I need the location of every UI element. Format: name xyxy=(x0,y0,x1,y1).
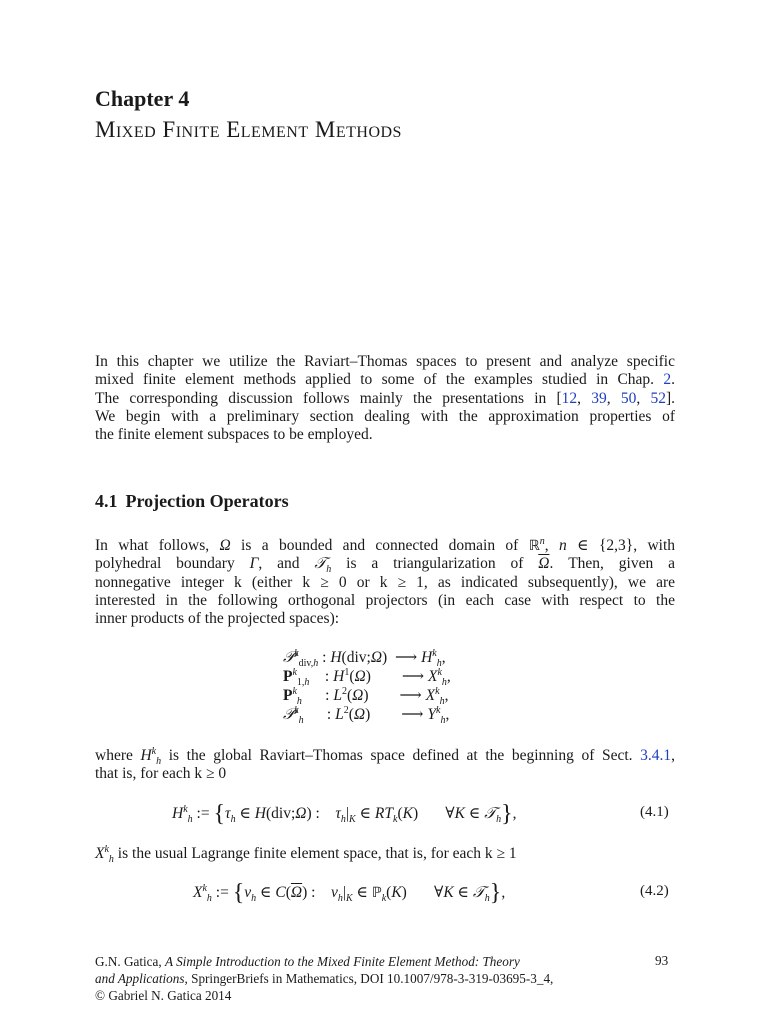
section-title: Projection Operators xyxy=(125,491,289,511)
intro-line: mixed finite element methods applied to some of the examples studied in Chap. 2. xyxy=(95,371,675,389)
intro-line: The corresponding discussion follows mainly the presentations in [12, 39, 50, 52]. xyxy=(95,389,676,407)
body-line: interested in the following orthogonal projectors (in each case with respect to the xyxy=(95,591,675,609)
body-paragraph-2 xyxy=(95,747,675,784)
chapter-ref-link[interactable]: 2 xyxy=(663,371,672,389)
equation-number: (4.2) xyxy=(640,883,669,899)
intro-line: the finite element subspaces to be employed. xyxy=(95,426,373,444)
citation-link[interactable]: 39 xyxy=(591,389,607,407)
body-line: nonnegative integer k (either k ≥ 0 or k ≥ 1, as indicated subsequently), we are xyxy=(95,573,675,591)
body-line: that is, for each k ≥ 0 xyxy=(95,765,227,783)
body-line: In what follows, Ω is a bounded and connected domain of ℝ$^n$, n ∈ {2,3}, with xyxy=(95,535,676,554)
intro-line: We begin with a preliminary section dealing with the approximation properties of xyxy=(95,407,675,425)
footer-citation xyxy=(95,953,675,1004)
body-line: inner products of the projected spaces): xyxy=(95,610,340,628)
section-ref-link[interactable]: 3.4.1 xyxy=(640,747,672,764)
equation-number: (4.1) xyxy=(640,804,669,820)
citation-link[interactable]: 50 xyxy=(620,389,637,407)
body-line: polyhedral boundary Γ, and 𝒯$_h$ is a triangularization of $\overline{\Omega}$. Then, given a xyxy=(95,555,675,576)
projector-l2-scalar: 𝒫$^k_h$ : $L^2(\Omega)$ ⟶ $Y^k_h$, xyxy=(283,704,450,727)
intro-paragraph xyxy=(95,353,675,444)
body-paragraph-3 xyxy=(95,843,675,866)
projector-h1: $P^k_{1,h}$ : $H^1(\Omega)$ ⟶ $X^k_h$, xyxy=(283,666,451,689)
equation-4-1: $H^k_h$ := {$\tau_h$ ∈ H(div;Ω) : $\tau_h|_K$ ∈ $RT_k(K)$ ∀K ∈ 𝒯$_h$}, xyxy=(172,801,517,827)
citation-link[interactable]: 52 xyxy=(650,389,666,407)
footer-line: © Gabriel N. Gatica 2014 xyxy=(95,988,232,1003)
section-number: 4.1 xyxy=(95,491,118,511)
chapter-title: Mixed Finite Element Methods xyxy=(95,117,402,142)
page-number: 93 xyxy=(655,953,669,968)
footer-line: G.N. Gatica, A Simple Introduction to the Mixed Finite Element Method: Theory xyxy=(95,954,520,969)
footer-line: and Applications, SpringerBriefs in Mathematics, DOI 10.1007/978-3-319-03695-3_4, xyxy=(95,971,554,986)
intro-line: In this chapter we utilize the Raviart–Thomas spaces to present and analyze specific xyxy=(95,353,675,370)
body-line: where $H^k_h$ is the global Raviart–Thomas space defined at the beginning of Sect. 3.4.1, xyxy=(95,745,675,768)
section-heading xyxy=(95,491,289,512)
chapter-label: Chapter 4 xyxy=(95,86,190,111)
body-line: $X^k_h$ is the usual Lagrange finite element space, that is, for each k ≥ 1 xyxy=(95,843,517,866)
equation-4-2: $X^k_h$ := {$v_h$ ∈ $C(\overline{\Omega})$ : $v_h|_K$ ∈ ℙ$_k$(K) ∀K ∈ 𝒯$_h$}, xyxy=(193,880,506,906)
body-paragraph-1 xyxy=(95,537,675,628)
projector-div: 𝒫$^k_{div,h}$ : H(div;Ω) ⟶ $H^k_h$, xyxy=(283,647,446,670)
citation-link[interactable]: 12 xyxy=(561,389,578,407)
projector-l2-vector: $P^k_h$ : $L^2(\Omega)$ ⟶ $X^k_h$, xyxy=(283,685,449,708)
